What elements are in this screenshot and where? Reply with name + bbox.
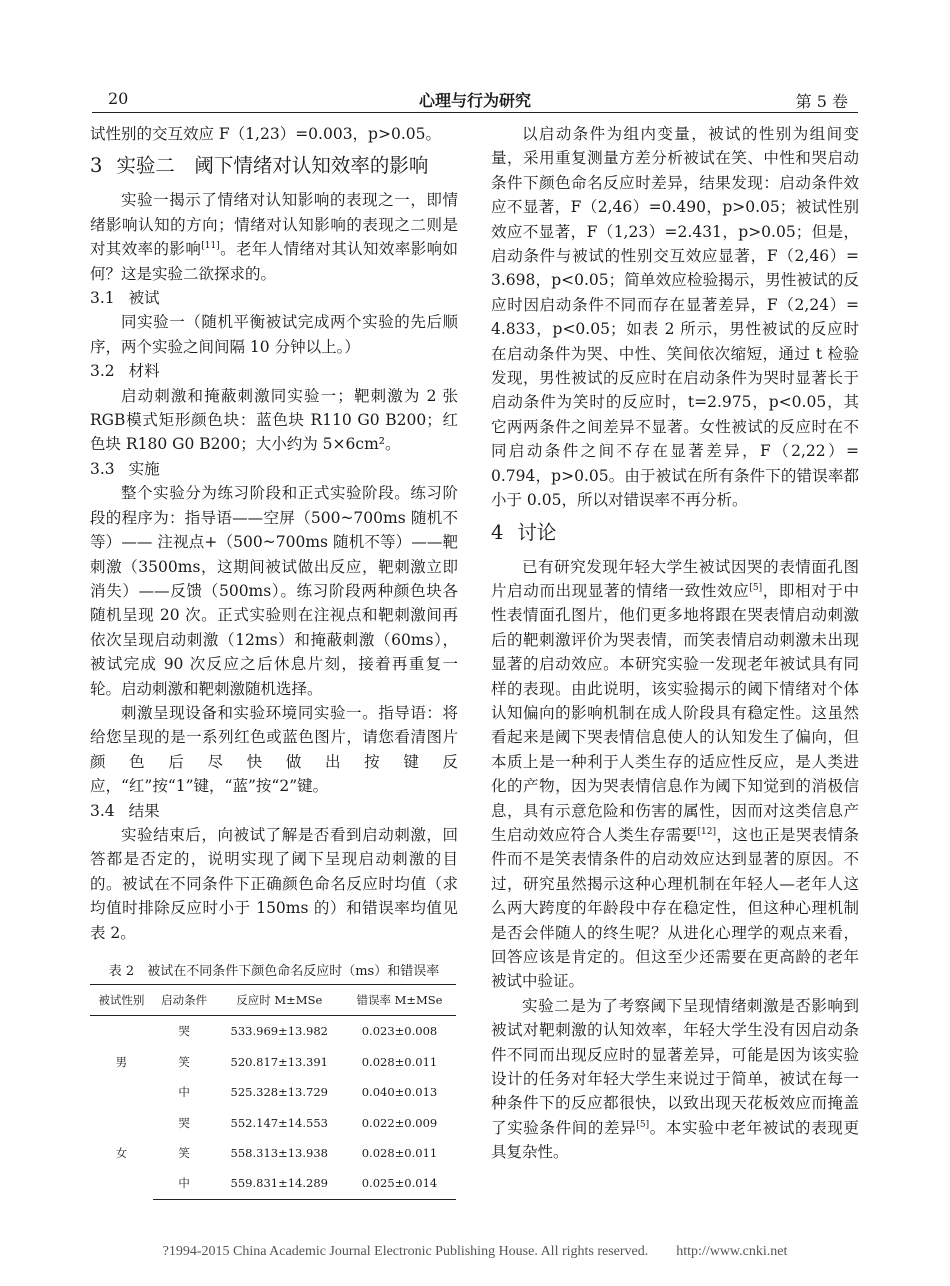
subsection-heading xyxy=(90,799,458,823)
rt-cell: 552.147±14.553 xyxy=(230,1115,328,1130)
page-number: 20 xyxy=(108,89,129,108)
rt-cell: 558.313±13.938 xyxy=(230,1146,328,1161)
paragraph: 刺激呈现设备和实验环境同实验一。指导语：将给您呈现的是一系列红色或蓝色图片，请您看清图片颜色后尽快做出按键反应，“红”按“1”键，“蓝”按“2”键。 xyxy=(90,703,458,796)
paragraph: 同实验一（随机平衡被试完成两个实验的先后顺序，两个实验之间间隔 10 分钟以上。） xyxy=(90,313,458,356)
subsection-title: 被试 xyxy=(128,289,160,308)
rt-cell: 559.831±14.289 xyxy=(216,1168,343,1199)
paragraph xyxy=(90,188,458,286)
text-run: ，这也正是哭表情条件而不是笑表情条件的启动效应达到显著的原因。不过，研究虽然揭示这种心理机制在年轻人—老年人这么两大跨度的年龄段中存在稳定性，但这种心理机制是否会伴随人的终生呢？从进化心理学的观点来看，回答应该是肯定的。但这至少还需要在更高龄的老年被试中验证。 xyxy=(491,825,859,991)
subsection-heading xyxy=(90,286,458,310)
text-run: 实验一揭示了情绪对认知影响的表现之一，即情绪影响认知的方向；情绪对认知影响的表现之二则是对其效率的影响 xyxy=(90,191,458,259)
running-header xyxy=(92,86,858,113)
right-column xyxy=(491,122,859,1165)
volume-label: 第 5 卷 xyxy=(795,92,848,111)
table-header: 反应时 M±MSe xyxy=(216,985,343,1016)
error-cell: 0.025±0.014 xyxy=(343,1168,456,1199)
error-cell: 0.023±0.008 xyxy=(361,1024,438,1039)
section-heading-4 xyxy=(491,519,859,547)
paragraph xyxy=(491,555,859,994)
paragraph: 启动刺激和掩蔽刺激同实验一；靶刺激为 2 张 RGB模式矩形颜色块：蓝色块 R110 G0 B200；红色块 R180 G0 B200；大小约为 5×6cm²。 xyxy=(90,386,458,454)
paragraph xyxy=(491,994,859,1165)
table-row xyxy=(90,1016,456,1047)
condition-cell: 中 xyxy=(153,1168,216,1199)
subsection-title: 结果 xyxy=(128,801,160,820)
section-number: 3 xyxy=(90,154,103,178)
text-run: 已有研究发现年轻大学生被试因哭的表情面孔图片启动而出现显著的情绪一致性效应 xyxy=(491,557,859,600)
table-header: 启动条件 xyxy=(153,985,216,1016)
condition-cell: 哭 xyxy=(178,1115,190,1130)
error-cell: 0.028±0.011 xyxy=(361,1146,438,1161)
text-run: ，即相对于中性表情面孔图片，他们更多地将跟在哭表情启动刺激后的靶刺激评价为哭表情，而笑表情启动刺激未出现显著的启动效应。本研究实验一发现老年被试具有同样的表现。由此说明，该实验揭示的阈下情绪对个体认知偏向的影响机制在成人阶段具有稳定性。这虽然看起来是阈下哭表情信息使人的认知发生了偏向，但本质上是一种利于人类生存的适应性反应，是人类进化的产物，因为哭表情信息作为阈下知觉到的消极信息，具有示意危险和伤害的属性，因而对这类信息产生启动效应符合人类生存需要 xyxy=(491,581,859,844)
paragraph: 整个实验分为练习阶段和正式实验阶段。练习阶段的程序为：指导语——空屏（500~700ms 随机不等）—— 注视点+（500~700ms 随机不等）——靶刺激（3500ms，这期间被试做出反应，靶刺激立即消失）——反馈（500ms）。练习阶段两种颜色块各随机呈现 20 次。正式实验则在注视点和靶刺激间再依次呈现启动刺激（12ms）和掩蔽刺激（60ms），被试完成 90 次反应之后休息片刻，接着再重复一轮。启动刺激和靶刺激随机选择。 xyxy=(90,484,458,698)
subsection-number: 3.1 xyxy=(90,289,115,308)
error-cell: 0.022±0.009 xyxy=(361,1115,438,1130)
gender-cell: 男 xyxy=(115,1054,128,1069)
error-cell: 0.040±0.013 xyxy=(361,1085,438,1100)
text-run: 。本实验中老年被试的表现更具复杂性。 xyxy=(491,1118,859,1162)
results-table xyxy=(90,984,456,1200)
condition-cell: 中 xyxy=(178,1085,190,1100)
section-number: 4 xyxy=(491,520,504,544)
table-header: 被试性别 xyxy=(90,985,153,1016)
subsection-number: 3.2 xyxy=(90,362,115,381)
citation: [5] xyxy=(749,582,763,593)
section-title: 讨论 xyxy=(517,520,557,544)
rt-cell: 533.969±13.982 xyxy=(230,1024,328,1039)
subsection-number: 3.3 xyxy=(90,459,115,478)
copyright-footer: ?1994-2015 China Academic Journal Electronic Publishing House. All rights reserved. http://www.cnki.net xyxy=(162,1244,788,1259)
text-run: 实验二是为了考察阈下呈现情绪刺激是否影响到被试对靶刺激的认知效率，年轻大学生没有因启动条件不同而出现反应时的显著差异，可能是因为该实验设计的任务对年轻大学生来说过于简单，被试在每一种条件下的反应都很快，以致出现天花板效应而掩盖了实验条件间的差异 xyxy=(491,996,859,1137)
left-column xyxy=(90,122,458,1200)
section-title: 实验二 阈下情绪对认知效率的影响 xyxy=(116,154,429,178)
subsection-heading xyxy=(90,359,458,383)
section-heading-3 xyxy=(90,152,458,180)
paragraph: 以启动条件为组内变量，被试的性别为组间变量，采用重复测量方差分析被试在笑、中性和哭启动条件下颜色命名反应时差异，结果发现：启动条件效应不显著，F（2,46）=0.490，p>0.05；被试性别效应不显著，F（1,23）=2.431，p>0.05；但是，启动条件与被试的性别交互效应显著，F（2,46）= 3.698，p<0.05；简单效应检验揭示，男性被试的反应时因启动条件不同而存在显著差异，F（2,24）= 4.833，p<0.05；如表 2 所示，男性被试的反应时在启动条件为哭、中性、笑间依次缩短，通过 t 检验发现，男性被试的反应时在启动条件为哭时显著长于启动条件为笑时的反应时，t=2.975，p<0.05，其它两两条件之间差异不显著。女性被试的反应时在不同启动条件之间不存在显著差异，F（2,22）= 0.794，p>0.05。由于被试在所有条件下的错误率都小于 0.05，所以对错误率不再分析。 xyxy=(491,125,859,510)
subsection-title: 实施 xyxy=(128,459,160,478)
table-header: 错误率 M±MSe xyxy=(343,985,456,1016)
paragraph: 试性别的交互效应 F（1,23）=0.003，p>0.05。 xyxy=(90,125,441,143)
subsection-title: 材料 xyxy=(128,362,160,381)
rt-cell: 520.817±13.391 xyxy=(230,1054,328,1069)
error-cell: 0.028±0.011 xyxy=(361,1054,438,1069)
subsection-number: 3.4 xyxy=(90,801,115,820)
citation: [5] xyxy=(636,1119,650,1130)
subsection-heading xyxy=(90,457,458,481)
condition-cell: 笑 xyxy=(178,1146,190,1161)
table-caption: 表 2 被试在不同条件下颜色命名反应时（ms）和错误率 xyxy=(108,964,440,979)
rt-cell: 525.328±13.729 xyxy=(230,1085,328,1100)
paragraph: 实验结束后，向被试了解是否看到启动刺激，回答都是否定的，说明实现了阈下呈现启动刺激的目的。被试在不同条件下正确颜色命名反应时均值（求均值时排除反应时小于 150ms 的）和错误率均值见表 2。 xyxy=(90,825,458,942)
condition-cell: 笑 xyxy=(178,1054,190,1069)
text-run: 。老年人情绪对其认知效率影响如何？这是实验二欲探求的。 xyxy=(90,240,458,283)
condition-cell: 哭 xyxy=(178,1024,190,1039)
table-row xyxy=(90,1108,456,1138)
citation: [12] xyxy=(697,826,716,837)
citation: [11] xyxy=(201,241,220,252)
journal-title: 心理与行为研究 xyxy=(418,91,531,110)
gender-cell: 女 xyxy=(115,1146,128,1161)
